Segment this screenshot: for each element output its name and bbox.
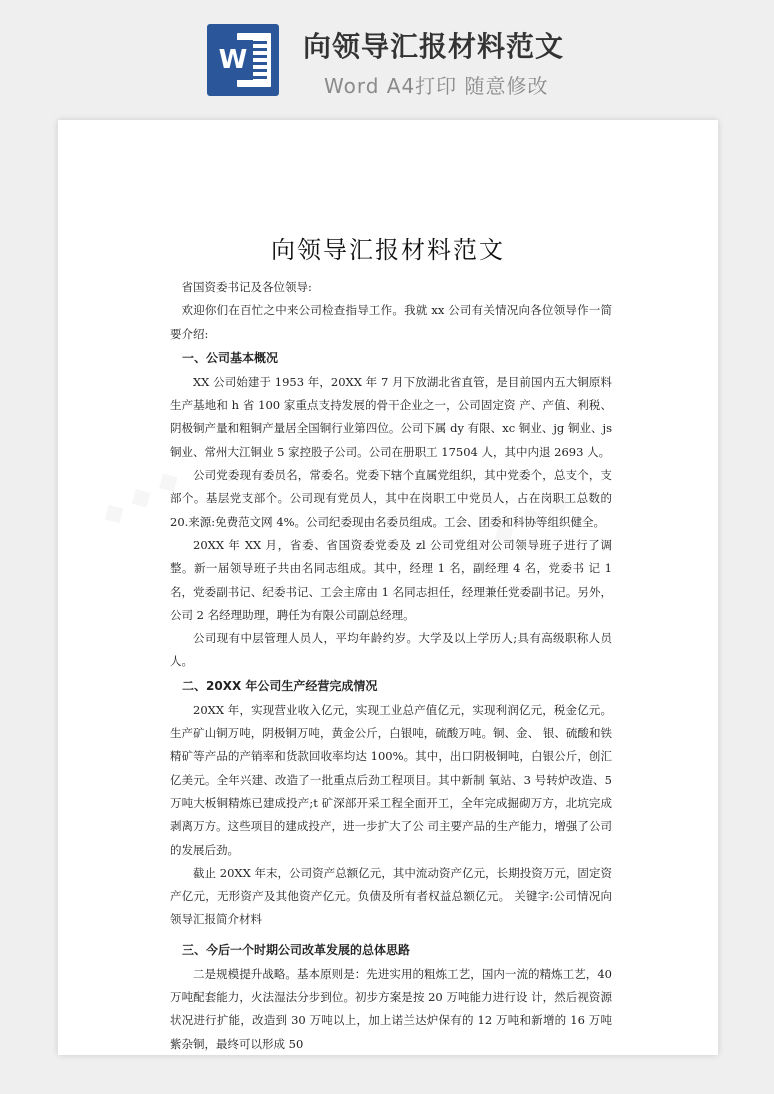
greeting: 省国资委书记及各位领导:	[181, 280, 312, 294]
section-heading-3: 三、今后一个时期公司改革发展的总体思路	[182, 942, 411, 957]
document-page	[58, 120, 718, 1055]
paragraph: 20XX 年 XX 月，省委、省国资委党委及 zl 公司党组对公司领导班子进行了调整。新一届领导班子共由名同志组成。其中，经理 1 名，副经理 4 名，党委书 记 1 名，党委副书记、纪委书记、工会主席由 1 名同志担任，经理兼任党委副书记。另外，公司 2 名经理助理，聘任为有限公司副总经理。	[170, 537, 612, 622]
banner-subtitle: Word A4打印 随意修改	[324, 74, 549, 98]
document-title: 向领导汇报材料范文	[271, 236, 505, 264]
paragraph: 二是规模提升战略。基本原则是：先进实用的粗炼工艺，国内一流的精炼工艺，40 万吨配套能力，火法湿法分步到位。初步方案是按 20 万吨能力进行设 计，然后视资源状况进行扩能，改造到 30 万吨以上，加上诺兰达炉保有的 12 万吨和新增的 16 万吨紫杂铜，最终可以形成 50	[170, 966, 612, 1051]
banner-title: 向领导汇报材料范文	[303, 30, 565, 63]
section-heading-1: 一、公司基本概况	[182, 350, 279, 365]
section-heading-2: 二、20XX 年公司生产经营完成情况	[182, 678, 378, 693]
paragraph: 截止 20XX 年末，公司资产总额亿元，其中流动资产亿元，长期投资万元，固定资产亿元，无形资产及其他资产亿元。负债及所有者权益总额亿元。 关键字:公司情况向领导汇报简介材料	[170, 865, 612, 927]
paragraph: 公司现有中层管理人员人，平均年龄约岁。大学及以上学历人;具有高级职称人员人。	[170, 631, 612, 669]
header-banner	[0, 0, 774, 110]
paragraph: XX 公司始建于 1953 年，20XX 年 7 月下放湖北省直管，是目前国内五大铜原料生产基地和 h 省 100 家重点支持发展的骨干企业之一，公司固定资 产、产值、利税、阴极铜产量和粗铜产量居全国铜行业第四位。公司下属 dy 有限、xc 铜业、jg 铜业、js 铜业、常州大江铜业 5 家控股子公司。公司在册职工 17504 人，其中内退 2693 人。	[170, 374, 612, 459]
paragraph: 20XX 年，实现营业收入亿元，实现工业总产值亿元，实现利润亿元，税金亿元。生产矿山铜万吨，阴极铜万吨，黄金公斤，白银吨，硫酸万吨。铜、金、 银、硫酸和铁精矿等产品的产销率和货款回收率均达 100%。其中，出口阴极铜吨，白银公斤，创汇亿美元。全年兴建、改造了一批重点后劲工程项目。其中新制 氧站、3 号转炉改造、5 万吨大板铜精炼已建成投产;t 矿深部开采工程全面开工，全年完成掘砌万方，北坑完成剥离万方。这些项目的建成投产，进一步扩大了公 司主要产品的生产能力，增强了公司的发展后劲。	[170, 702, 612, 857]
intro-paragraph: 欢迎你们在百忙之中来公司检查指导工作。我就 xx 公司有关情况向各位领导作一简要介绍:	[170, 303, 612, 341]
document-body	[170, 276, 612, 1055]
word-logo-icon: W	[207, 24, 279, 96]
paragraph: 公司党委现有委员名，常委名。党委下辖个直属党组织，其中党委个，总支个，支部个。基层党支部个。公司现有党员人，其中在岗职工中党员人，占在岗职工总数的 20.来源:免费范文网 4%。公司纪委现由名委员组成。工会、团委和科协等组织健全。	[170, 468, 612, 529]
